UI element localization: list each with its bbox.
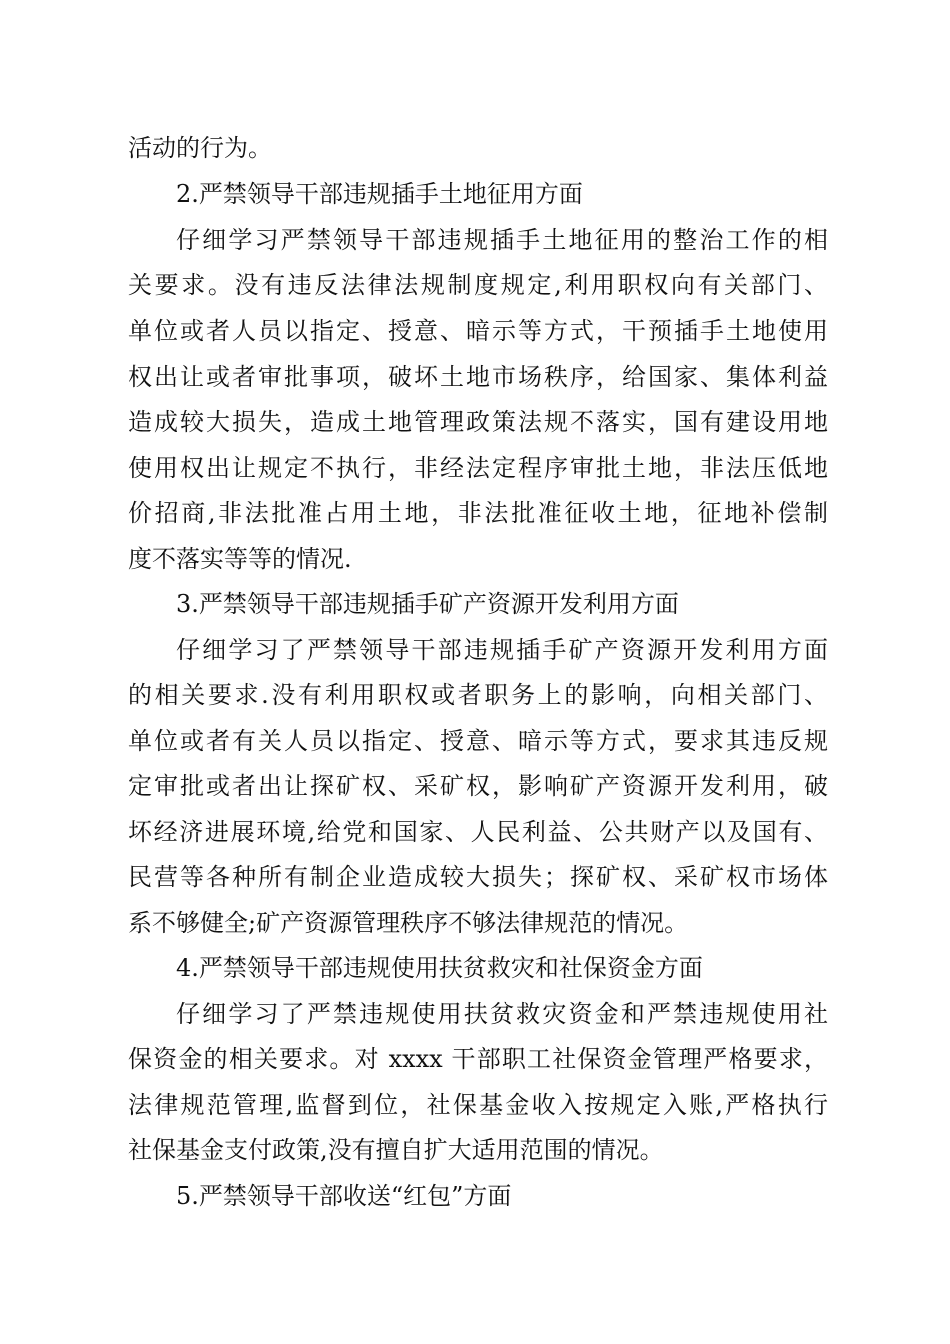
section-heading-5: 5.严禁领导干部收送“红包”方面 xyxy=(176,1182,512,1210)
section-heading-3: 3.严禁领导干部违规插手矿产资源开发利用方面 xyxy=(176,590,679,618)
paragraph-line: 法律规范管理,监督到位，社保基金收入按规定入账,严格执行 xyxy=(128,1091,828,1119)
paragraph-line: 系不够健全;矿产资源管理秩序不够法律规范的情况。 xyxy=(128,909,689,937)
paragraph-line: 单位或者人员以指定、授意、暗示等方式，干预插手土地使用 xyxy=(128,317,828,345)
paragraph-line: 度不落实等等的情况. xyxy=(128,545,352,573)
section-heading-4: 4.严禁领导干部违规使用扶贫救灾和社保资金方面 xyxy=(176,954,703,982)
paragraph-line: 关要求。没有违反法律法规制度规定,利用职权向有关部门、 xyxy=(128,271,828,299)
paragraph-line: 价招商,非法批准占用土地，非法批准征收土地，征地补偿制 xyxy=(128,499,828,527)
paragraph-line: 定审批或者出让探矿权、采矿权，影响矿产资源开发利用，破 xyxy=(128,772,828,800)
paragraph-line: 权出让或者审批事项，破坏土地市场秩序，给国家、集体利益 xyxy=(128,363,828,391)
paragraph-line: 仔细学习了严禁违规使用扶贫救灾资金和严禁违规使用社 xyxy=(176,1000,828,1028)
paragraph-line: 使用权出让规定不执行，非经法定程序审批土地，非法压低地 xyxy=(128,454,828,482)
paragraph-line: 单位或者有关人员以指定、授意、暗示等方式，要求其违反规 xyxy=(128,727,828,755)
section-heading-2: 2.严禁领导干部违规插手土地征用方面 xyxy=(176,180,583,208)
paragraph-line: 坏经济进展环境,给党和国家、人民利益、公共财产以及国有、 xyxy=(128,818,828,846)
paragraph-line: 保资金的相关要求。对 xxxx 干部职工社保资金管理严格要求， xyxy=(128,1045,828,1073)
text-line-continuation: 活动的行为。 xyxy=(128,134,272,162)
paragraph-line: 社保基金支付政策,没有擅自扩大适用范围的情况。 xyxy=(128,1136,664,1164)
paragraph-line: 仔细学习了严禁领导干部违规插手矿产资源开发利用方面 xyxy=(176,636,828,664)
paragraph-line: 造成较大损失，造成土地管理政策法规不落实，国有建设用地 xyxy=(128,408,828,436)
paragraph-line: 仔细学习严禁领导干部违规插手土地征用的整治工作的相 xyxy=(176,226,828,254)
paragraph-line: 的相关要求.没有利用职权或者职务上的影响，向相关部门、 xyxy=(128,681,828,709)
paragraph-line: 民营等各种所有制企业造成较大损失；探矿权、采矿权市场体 xyxy=(128,863,828,891)
